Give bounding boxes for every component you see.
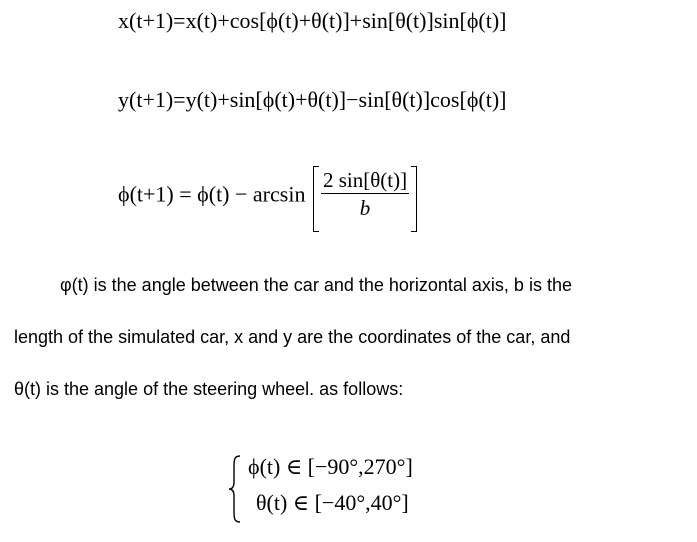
equation-y-update (118, 89, 507, 111)
fraction (321, 170, 409, 219)
fraction-numerator: 2 sin[θ(t)] (322, 168, 408, 192)
equation-phi-update (118, 170, 417, 219)
paragraph-line-3: θ(t) is the angle of the steering wheel. as follows: (14, 379, 404, 399)
left-bracket (313, 166, 319, 232)
theta-range: θ(t) ∈ [−40°,40°] (256, 490, 409, 515)
equation-phi-lhs: ϕ(t+1) = ϕ(t) − arcsin (118, 181, 306, 207)
phi-range: ϕ(t) ∈ [−90°,270°] (248, 454, 413, 479)
paragraph-line-1: φ(t) is the angle between the car and the horizontal axis, b is the (60, 275, 572, 295)
phi-fraction-bracketed (313, 170, 417, 219)
equation-x-text: x(t+1)=x(t)+cos[ϕ(t)+θ(t)]+sin[θ(t)]sin[ϕ(t)] (118, 8, 507, 33)
left-brace-icon (228, 454, 242, 524)
equation-x-update (118, 10, 507, 32)
equation-y-text: y(t+1)=y(t)+sin[ϕ(t)+θ(t)]−sin[θ(t)]cos[ϕ(t)] (118, 87, 507, 112)
fraction-denominator: b (359, 196, 371, 220)
paragraph-line-2: length of the simulated car, x and y are the coordinates of the car, and (14, 327, 571, 347)
right-bracket (411, 166, 417, 232)
